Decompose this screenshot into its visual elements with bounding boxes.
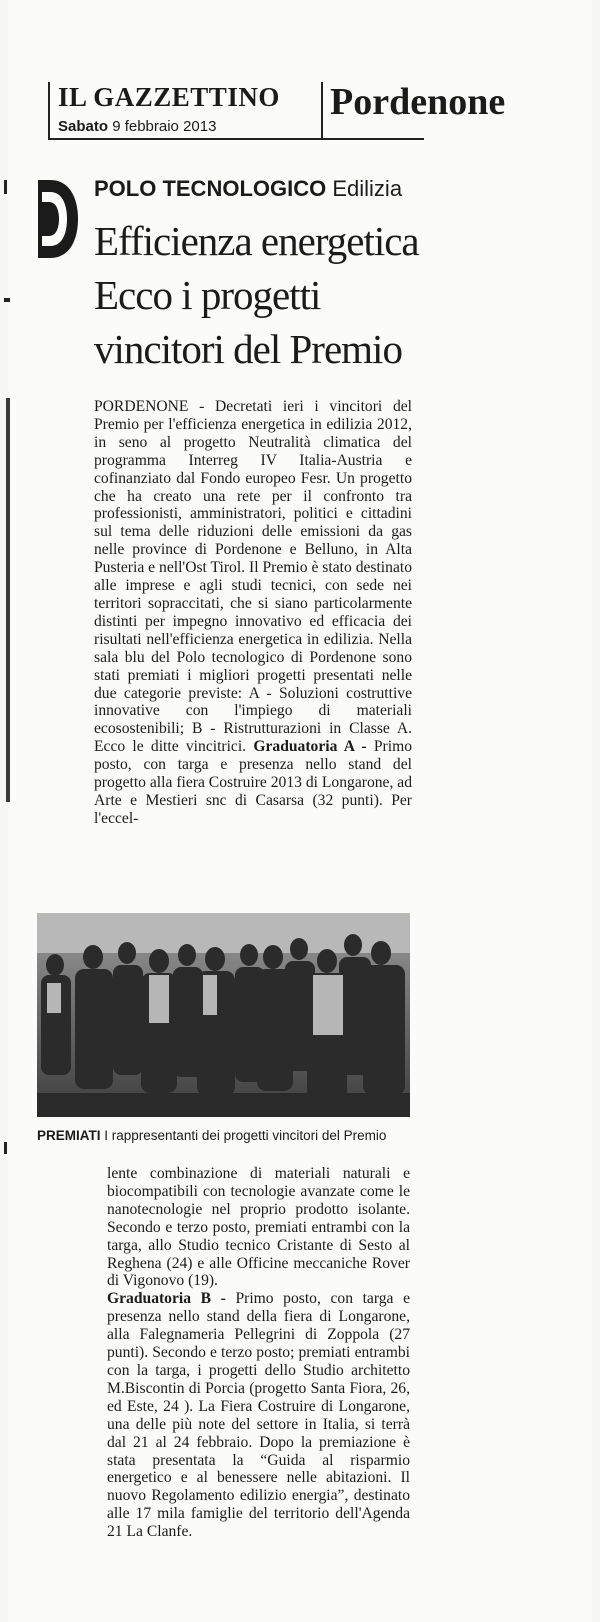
article-photo <box>37 913 410 1117</box>
graduatoria-b-text: Primo posto, con targa e presenza nello stand della fiera di Longarone, alla Falegnameria Pellegrini di Zoppola (27 punti). Secondo e terzo posto; premiati entrambi con la targa, i progetti dello Studio architetto M.Biscontin di Porcia (progetto Santa Fiora, 26, ed Este, 24 ). La Fiera Costruire di Longarone, una delle più note del settore in Italia, si terrà dal 21 al 24 febbraio. Dopo la premiazione è stata presentata la “Guida al risparmio energetico e al benessere nelle abitazioni. Il nuovo Regolamento edilizio energia”, destinato alle 17 mila famiglie del territorio dell'Agenda 21 La Clanfe. <box>107 1290 411 1541</box>
masthead-separator <box>321 82 323 140</box>
masthead-rule <box>48 138 424 140</box>
headline-line: Ecco i progetti <box>94 272 321 318</box>
graduatoria-a-label: Graduatoria A - <box>253 738 367 756</box>
masthead-left <box>48 82 304 140</box>
newspaper-name: IL GAZZETTINO <box>58 82 280 112</box>
section-logo-icon <box>38 180 78 258</box>
left-edge-rule <box>6 398 10 802</box>
graduatoria-a-text: Primo posto, con targa e presenza nello stand del progetto alla fiera Costruire 2013 di Longarone, ad Arte e Mestieri snc di Casarsa (32 punti). Per l'eccel- <box>94 738 412 827</box>
issue-date-text: 9 febbraio 2013 <box>112 118 217 135</box>
kicker-section: POLO TECNOLOGICO <box>94 176 327 201</box>
left-edge-mark <box>4 298 10 302</box>
left-edge-mark <box>4 180 7 194</box>
left-edge-mark <box>4 1142 7 1154</box>
caption-label: PREMIATI <box>37 1128 101 1143</box>
body-paragraph: lente combinazione di materiali naturali e biocompatibili con tecnologie avanzate come le nanotecnologie nel proprio prodotto isolante. Secondo e terzo posto, premiati entrambi con la targa, allo Studio tecnico Cristante di Sesto al Reghena (24) e alle Officine meccaniche Rover di Vigonovo (19). <box>107 1165 410 1290</box>
issue-date <box>58 118 216 135</box>
issue-day: Sabato <box>58 118 109 135</box>
article-body-part1 <box>94 398 412 828</box>
kicker-topic: Edilizia <box>332 176 403 201</box>
group-photo-illustration <box>37 913 410 1117</box>
article-kicker <box>94 176 402 202</box>
photo-caption <box>37 1127 410 1144</box>
caption-text: I rappresentanti dei progetti vincitori del Premio <box>104 1128 387 1143</box>
headline-line: Efficienza energetica <box>94 218 419 264</box>
article-headline <box>94 214 424 376</box>
graduatoria-b-label: Graduatoria B - <box>107 1290 226 1308</box>
body-paragraph: PORDENONE - Decretati ieri i vincitori del Premio per l'efficienza energetica in edilizia 2012, in seno al progetto Neutralità climatica del programma Interreg IV Italia-Austria e cofinanziato dal Fondo europeo Fesr. Un progetto che ha creato una rete per il confronto tra professionisti, amministratori, politici e cittadini sul tema delle riduzioni delle emissioni da gas nelle province di Pordenone e Belluno, in Alta Pusteria e nell'Ost Tirol. Il Premio è stato destinato alle imprese e agli studi tecnici, con sede nei territori sopraccitati, che si siano particolarmente distinti per impegno innovativo ed efficacia dei risultati nell'efficienza energetica in edilizia. Nella sala blu del Polo tecnologico di Pordenone sono stati premiati i migliori progetti presentati nelle due categorie previste: A - Soluzioni costruttive innovative con l'impiego di materiali ecosostenibili; B - Ristrutturazioni in Classe A. Ecco le ditte vincitrici. <box>94 398 412 756</box>
headline-line: vincitori del Premio <box>94 326 402 372</box>
article-body-part2 <box>107 1165 410 1541</box>
edition-name: Pordenone <box>330 81 506 123</box>
